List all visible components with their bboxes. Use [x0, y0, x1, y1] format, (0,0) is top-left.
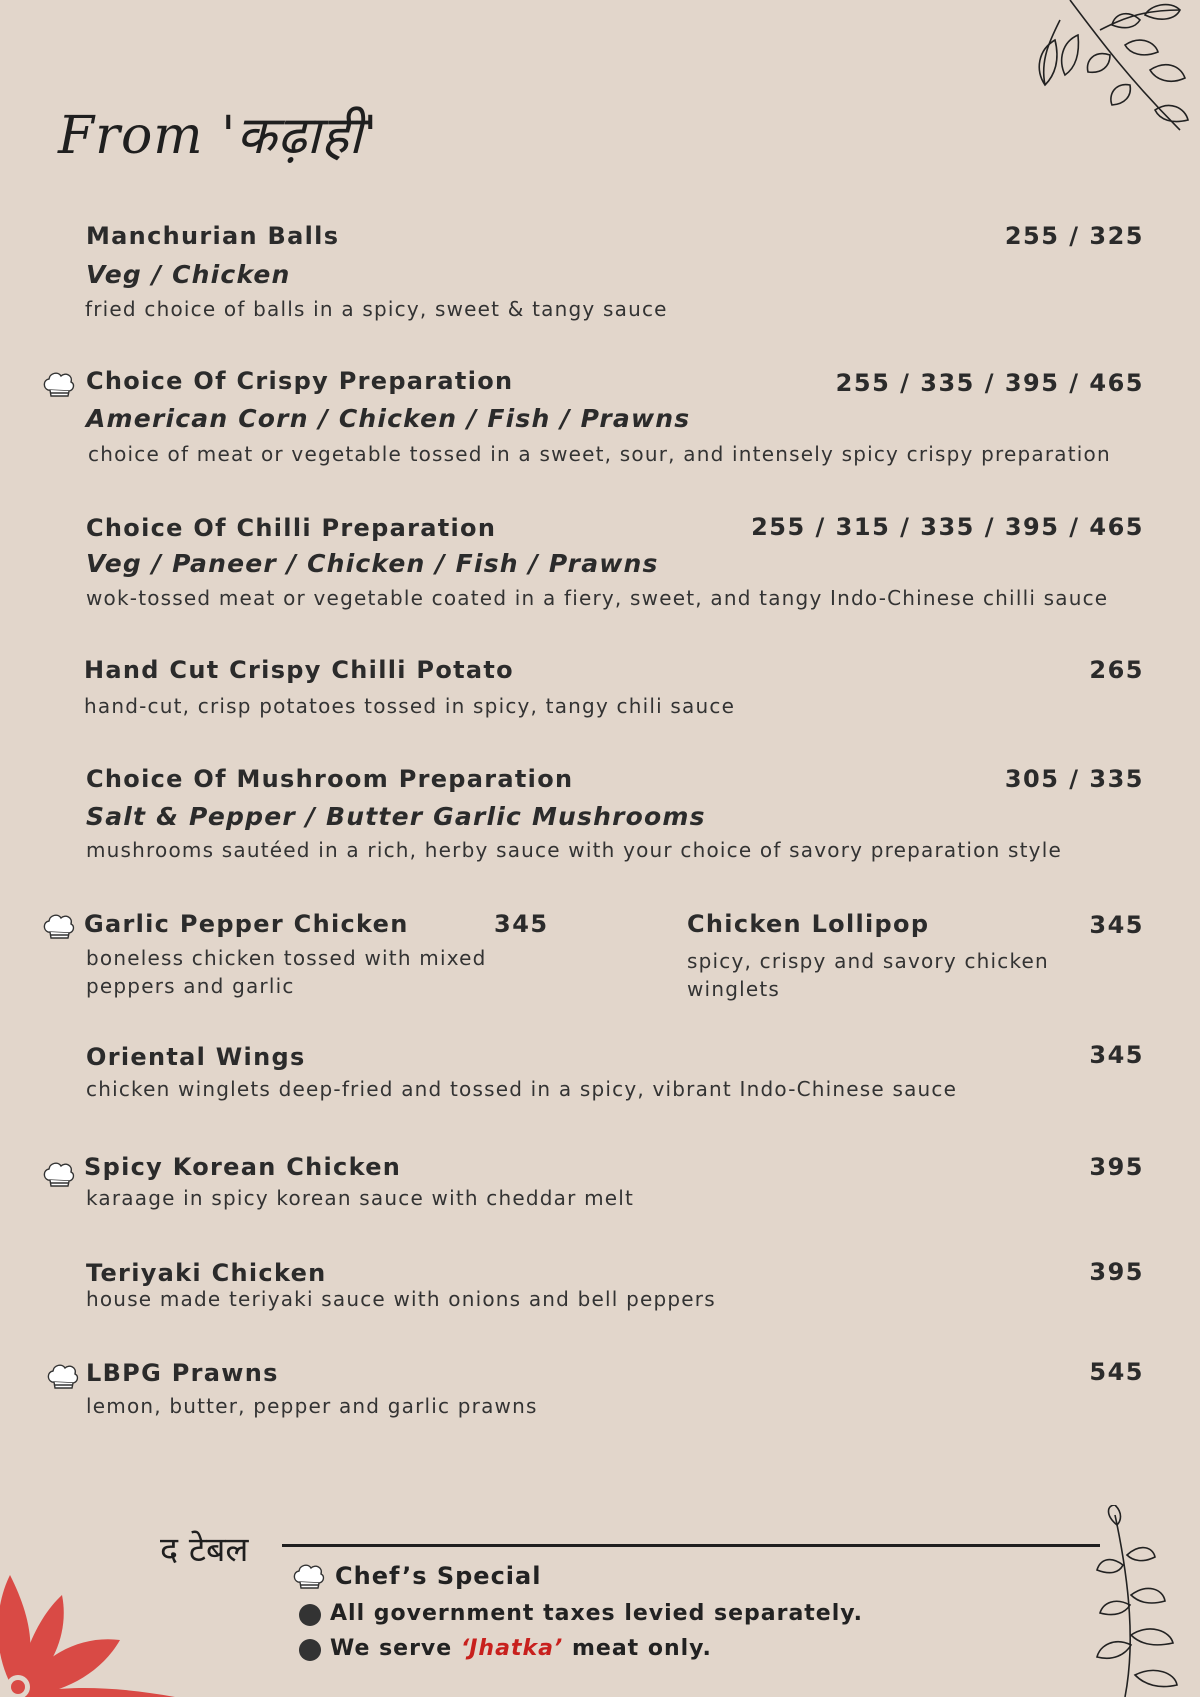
bullet-icon	[299, 1604, 321, 1626]
menu-item-description: mushrooms sautéed in a rich, herby sauce with your choice of savory preparation style	[86, 838, 1062, 862]
note-taxes: All government taxes levied separately.	[330, 1601, 863, 1626]
menu-item-description: boneless chicken tossed with mixed peppers and garlic	[86, 946, 487, 998]
menu-item-price: 395	[1089, 1153, 1144, 1181]
menu-item-name: Hand Cut Crispy Chilli Potato	[84, 656, 514, 684]
menu-item-options: Veg / Paneer / Chicken / Fish / Prawns	[86, 549, 659, 578]
flower-icon	[0, 1535, 180, 1697]
page-title: From 'कढ़ाही'	[58, 106, 379, 166]
note-meat	[330, 1636, 712, 1661]
chef-hat-icon	[46, 1360, 80, 1392]
menu-item-description: spicy, crispy and savory chicken winglets	[687, 949, 1049, 1001]
leaf-branch-top-icon	[1030, 0, 1200, 140]
menu-item-price: 345	[494, 910, 549, 938]
menu-item-name: Manchurian Balls	[86, 222, 340, 250]
menu-item-description: choice of meat or vegetable tossed in a sweet, sour, and intensely spicy crispy preparation	[88, 442, 1111, 466]
menu-item-name: Choice Of Chilli Preparation	[86, 514, 497, 542]
menu-item-options: Salt & Pepper / Butter Garlic Mushrooms	[86, 802, 706, 831]
menu-item-price: 255 / 315 / 335 / 395 / 465	[751, 513, 1144, 541]
menu-item-price: 395	[1089, 1258, 1144, 1286]
menu-item-price: 305 / 335	[1004, 765, 1144, 793]
menu-item-name: Choice Of Crispy Preparation	[86, 367, 514, 395]
menu-item-price: 345	[1089, 911, 1144, 939]
menu-item-price: 255 / 325	[1004, 222, 1144, 250]
note-meat-highlight: ‘Jhatka’	[460, 1636, 564, 1661]
chef-hat-icon	[42, 1158, 76, 1190]
brand-logo: द टेबल	[160, 1530, 249, 1570]
menu-item-name: Oriental Wings	[86, 1043, 306, 1071]
menu-item-name: LBPG Prawns	[86, 1359, 279, 1387]
menu-item-name: Teriyaki Chicken	[86, 1259, 327, 1287]
menu-item-description: karaage in spicy korean sauce with cheddar melt	[86, 1186, 635, 1210]
menu-item-price: 265	[1089, 656, 1144, 684]
menu-item-name: Chicken Lollipop	[687, 910, 930, 938]
menu-item-name: Choice Of Mushroom Preparation	[86, 765, 574, 793]
chef-hat-icon	[292, 1560, 326, 1592]
menu-item-description: lemon, butter, pepper and garlic prawns	[86, 1394, 538, 1418]
note-meat-prefix: We serve	[330, 1636, 453, 1661]
leaf-branch-bottom-icon	[1085, 1505, 1200, 1697]
menu-item-price: 255 / 335 / 395 / 465	[835, 369, 1144, 397]
menu-item-price: 345	[1089, 1041, 1144, 1069]
chef-hat-icon	[42, 368, 76, 400]
menu-item-name: Spicy Korean Chicken	[84, 1153, 402, 1181]
chef-hat-icon	[42, 910, 76, 942]
menu-item-description: wok-tossed meat or vegetable coated in a fiery, sweet, and tangy Indo-Chinese chilli sauce	[86, 586, 1109, 610]
menu-item-options: Veg / Chicken	[86, 260, 291, 289]
menu-item-name: Garlic Pepper Chicken	[84, 910, 409, 938]
bullet-icon	[299, 1639, 321, 1661]
menu-item-description: chicken winglets deep-fried and tossed in a spicy, vibrant Indo-Chinese sauce	[86, 1077, 958, 1101]
menu-item-description: house made teriyaki sauce with onions and bell peppers	[86, 1287, 716, 1311]
menu-item-options: American Corn / Chicken / Fish / Prawns	[86, 404, 691, 433]
menu-item-description: fried choice of balls in a spicy, sweet & tangy sauce	[85, 297, 668, 321]
legend-chef-special: Chef’s Special	[335, 1562, 542, 1590]
menu-item-description: hand-cut, crisp potatoes tossed in spicy, tangy chili sauce	[84, 694, 736, 718]
divider-line	[282, 1544, 1100, 1547]
note-meat-suffix: meat only.	[571, 1636, 712, 1661]
menu-item-price: 545	[1089, 1358, 1144, 1386]
